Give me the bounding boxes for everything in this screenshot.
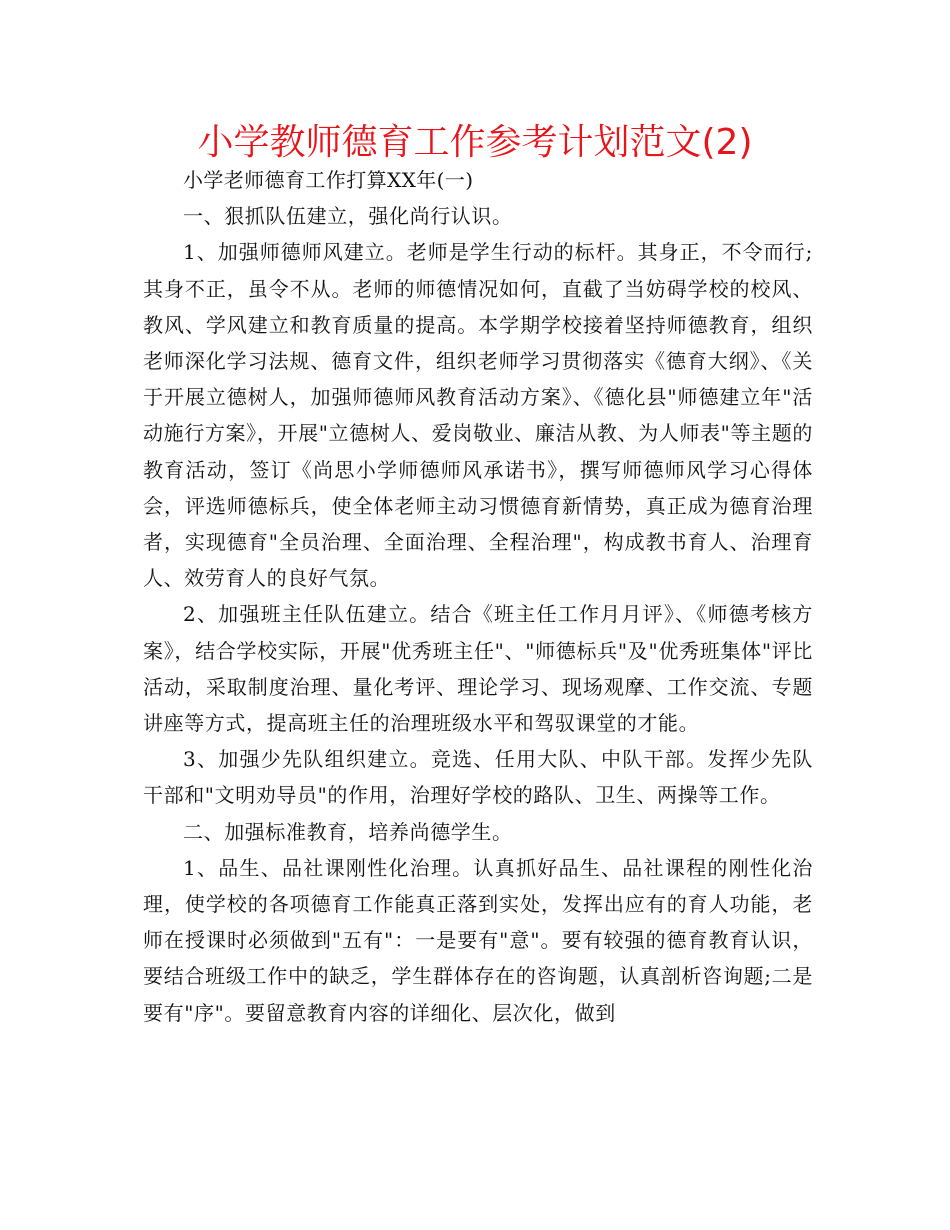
paragraph-section-2-heading: 二、加强标准教育，培养尚德学生。 <box>183 819 513 844</box>
paragraph-head-teachers: 2、加强班主任队伍建立。结合《班主任工作月月评》、《师德考核方案》，结合学校实际，开展"优秀班主任"、"师德标兵"及"优秀班集体"评比活动，采取制度治理、量化考评、理论学习、现场观摩、工作交流、专题讲座等方式，提高班主任的治理班级水平和驾驭课堂的才能。 <box>143 602 813 736</box>
paragraph-moral-courses: 1、品生、品社课刚性化治理。认真抓好品生、品社课程的刚性化治理，使学校的各项德育工作能真正落到实处，发挥出应有的育人功能，老师在授课时必须做到"五有"：一是要有"意"。要有较强的德育教育认识，要结合班级工作中的缺乏，学生群体存在的咨询题，认真剖析咨询题;二是要有"序"。要留意教育内容的详细化、层次化，做到 <box>143 855 813 1025</box>
document-body <box>143 162 813 1031</box>
paragraph-section-1-heading: 一、狠抓队伍建立，强化尚行认识。 <box>183 204 513 229</box>
paragraph-teacher-ethics: 1、加强师德师风建立。老师是学生行动的标杆。其身正，不令而行;其身不正，虽令不从。老师的师德情况如何，直截了当妨碍学校的校风、教风、学风建立和教育质量的提高。本学期学校接着坚持师德教育，组织老师深化学习法规、德育文件，组织老师学习贯彻落实《德育大纲》、《关于开展立德树人，加强师德师风教育活动方案》、《德化县"师德建立年"活动施行方案》，开展"立德树人、爱岗敬业、廉洁从教、为人师表"等主题的教育活动，签订《尚思小学师德师风承诺书》，撰写师德师风学习心得体会，评选师德标兵，使全体老师主动习惯德育新情势，真正成为德育治理者，实现德育"全员治理、全面治理、全程治理"，构成教书育人、治理育人、效劳育人的良好气氛。 <box>143 240 813 591</box>
paragraph-subtitle: 小学老师德育工作打算XX年(一) <box>183 168 474 192</box>
document-title: 小学教师德育工作参考计划范文(2) <box>197 122 753 163</box>
paragraph-young-pioneers: 3、加强少先队组织建立。竞选、任用大队、中队干部。发挥少先队干部和"文明劝导员"的作用，治理好学校的路队、卫生、两操等工作。 <box>143 747 813 808</box>
